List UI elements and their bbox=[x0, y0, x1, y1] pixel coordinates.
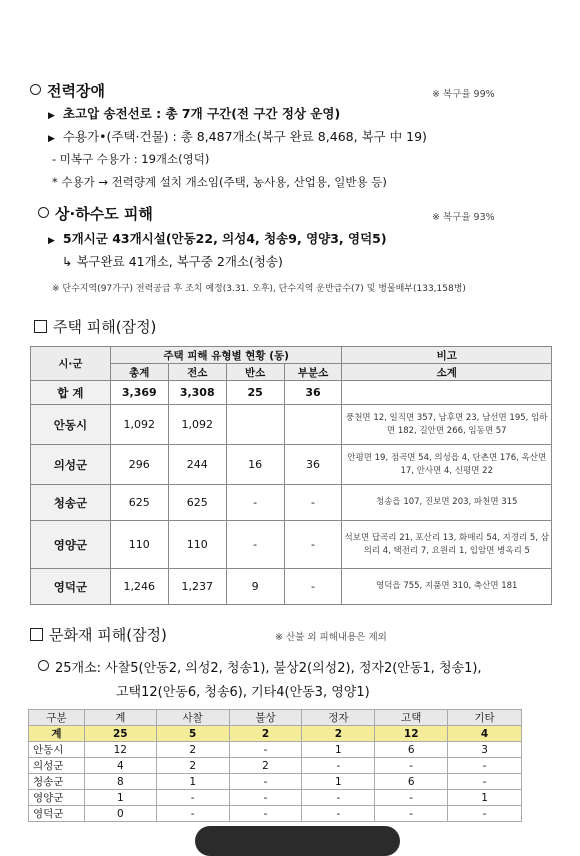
sum-cell: 1 bbox=[84, 790, 156, 806]
remark-cell: 안평면 19, 점곡면 54, 의성읍 4, 단촌면 176, 옥산면 17, 안사면 4, 신평면 22 bbox=[342, 445, 552, 485]
house-cell: - bbox=[375, 790, 448, 806]
house-cell: - bbox=[375, 806, 448, 822]
house-cell: 6 bbox=[375, 774, 448, 790]
pavilion-cell: - bbox=[302, 758, 375, 774]
category-cell: 청송군 bbox=[29, 774, 85, 790]
sum-cell: 12 bbox=[84, 742, 156, 758]
header-subtotal: 소계 bbox=[342, 364, 552, 381]
temple-cell: 2 bbox=[156, 758, 229, 774]
remark-cell: 영덕읍 755, 지품면 310, 축산면 181 bbox=[342, 569, 552, 605]
other-cell: 4 bbox=[448, 726, 522, 742]
region-cell: 영양군 bbox=[31, 521, 111, 569]
house-cell: 12 bbox=[375, 726, 448, 742]
other-cell: 3 bbox=[448, 742, 522, 758]
table-row bbox=[31, 521, 552, 569]
table-row bbox=[31, 569, 552, 605]
statue-cell: 2 bbox=[229, 758, 302, 774]
region-cell: 의성군 bbox=[31, 445, 111, 485]
pavilion-cell: 1 bbox=[302, 742, 375, 758]
total-cell: 3,369 bbox=[110, 381, 168, 405]
water-recovered-line: ↳ 복구완료 41개소, 복구중 2개소(청송) bbox=[62, 254, 283, 269]
table-row bbox=[29, 790, 522, 806]
statue-cell: - bbox=[229, 742, 302, 758]
power-line-transmission bbox=[48, 104, 340, 122]
square-bullet-icon bbox=[34, 320, 47, 333]
region-cell: 합 계 bbox=[31, 381, 111, 405]
sum-cell: 8 bbox=[84, 774, 156, 790]
circle-bullet-icon bbox=[38, 207, 49, 218]
header-category: 구분 bbox=[29, 710, 85, 726]
full-cell: 244 bbox=[168, 445, 226, 485]
partial-cell: - bbox=[284, 521, 342, 569]
partial-cell: - bbox=[284, 485, 342, 521]
table-row bbox=[29, 774, 522, 790]
half-cell: 25 bbox=[226, 381, 284, 405]
statue-cell: - bbox=[229, 806, 302, 822]
water-line1-text: 5개시군 43개시설(안동22, 의성4, 청송9, 영양3, 영덕5) bbox=[62, 231, 387, 246]
total-cell: 625 bbox=[110, 485, 168, 521]
total-cell: 110 bbox=[110, 521, 168, 569]
housing-section-title bbox=[34, 316, 156, 337]
header-remark: 비고 bbox=[342, 347, 552, 364]
header-total: 총계 bbox=[110, 364, 168, 381]
other-cell: - bbox=[448, 806, 522, 822]
pavilion-cell: 2 bbox=[302, 726, 375, 742]
heritage-damage-table bbox=[28, 709, 522, 822]
header-temple: 사찰 bbox=[156, 710, 229, 726]
table-row bbox=[31, 381, 552, 405]
full-cell: 3,308 bbox=[168, 381, 226, 405]
power-line1-text: 초고압 송전선로 : 총 7개 구간(전 구간 정상 운영) bbox=[62, 106, 341, 121]
table-row bbox=[31, 405, 552, 445]
power-line-consumers bbox=[48, 127, 427, 145]
header-region: 시·군 bbox=[31, 347, 111, 381]
half-cell: 9 bbox=[226, 569, 284, 605]
housing-damage-table bbox=[30, 346, 552, 605]
other-cell: 1 bbox=[448, 790, 522, 806]
category-cell: 영덕군 bbox=[29, 806, 85, 822]
header-pavilion: 정자 bbox=[302, 710, 375, 726]
top-blank-area bbox=[0, 0, 580, 66]
table-row bbox=[29, 758, 522, 774]
table-row bbox=[31, 485, 552, 521]
heritage-section-title bbox=[30, 624, 167, 645]
water-title-text: 상·하수도 피해 bbox=[55, 205, 153, 223]
water-recovery-rate: ※ 복구율 93% bbox=[432, 212, 495, 223]
power-line2-text: 수용가•(주택·건물) : 총 8,487개소(복구 완료 8,468, 복구 中 19) bbox=[62, 129, 427, 144]
house-cell: - bbox=[375, 758, 448, 774]
header-half-burn: 반소 bbox=[226, 364, 284, 381]
partial-cell: 36 bbox=[284, 381, 342, 405]
statue-cell: - bbox=[229, 790, 302, 806]
circle-bullet-icon bbox=[30, 84, 41, 95]
total-cell: 296 bbox=[110, 445, 168, 485]
partial-cell bbox=[284, 405, 342, 445]
full-cell: 625 bbox=[168, 485, 226, 521]
full-cell: 1,237 bbox=[168, 569, 226, 605]
power-recovery-rate: ※ 복구율 99% bbox=[432, 89, 495, 100]
table-row bbox=[31, 445, 552, 485]
other-cell: - bbox=[448, 774, 522, 790]
category-cell: 영양군 bbox=[29, 790, 85, 806]
header-full-burn: 전소 bbox=[168, 364, 226, 381]
header-old-house: 고택 bbox=[375, 710, 448, 726]
pavilion-cell: - bbox=[302, 806, 375, 822]
heritage-title-text: 문화재 피해(잠정) bbox=[49, 626, 167, 644]
statue-cell: 2 bbox=[229, 726, 302, 742]
region-cell: 청송군 bbox=[31, 485, 111, 521]
house-cell: 6 bbox=[375, 742, 448, 758]
temple-cell: 5 bbox=[156, 726, 229, 742]
other-cell: - bbox=[448, 758, 522, 774]
region-cell: 안동시 bbox=[31, 405, 111, 445]
temple-cell: - bbox=[156, 790, 229, 806]
pavilion-cell: 1 bbox=[302, 774, 375, 790]
category-cell: 안동시 bbox=[29, 742, 85, 758]
pavilion-cell: - bbox=[302, 790, 375, 806]
power-footnote: * 수용가 → 전력량계 설치 개소임(주택, 농사용, 산업용, 일반용 등) bbox=[52, 175, 387, 189]
power-title-text: 전력장애 bbox=[47, 82, 105, 100]
header-partial-burn: 부분소 bbox=[284, 364, 342, 381]
full-cell: 110 bbox=[168, 521, 226, 569]
triangle-bullet-icon: ▶ bbox=[48, 236, 55, 246]
header-sum: 계 bbox=[84, 710, 156, 726]
remark-cell: 청송읍 107, 진보면 203, 파천면 315 bbox=[342, 485, 552, 521]
water-facilities-line bbox=[48, 229, 387, 247]
heritage-summary1-text: 25개소: 사찰5(안동2, 의성2, 청송1), 불상2(의성2), 정자2(안동1, 청송1), bbox=[55, 661, 482, 676]
square-bullet-icon bbox=[30, 628, 43, 641]
category-cell: 계 bbox=[29, 726, 85, 742]
water-note: ※ 단수지역(97가구) 전력공급 후 조치 예정(3.31. 오후), 단수지역 운반급수(7) 및 병물배부(133,158병) bbox=[52, 284, 466, 294]
partial-cell: 36 bbox=[284, 445, 342, 485]
bottom-floating-bar[interactable] bbox=[195, 826, 400, 856]
sum-cell: 0 bbox=[84, 806, 156, 822]
water-section-title bbox=[38, 203, 153, 224]
partial-cell: - bbox=[284, 569, 342, 605]
power-section-title bbox=[30, 80, 105, 101]
sum-cell: 25 bbox=[84, 726, 156, 742]
full-cell: 1,092 bbox=[168, 405, 226, 445]
half-cell: 16 bbox=[226, 445, 284, 485]
remark-cell: 풍천면 12, 일직면 357, 남후면 23, 남선면 195, 임하면 182, 길안면 266, 임동면 57 bbox=[342, 405, 552, 445]
header-damage-types: 주택 피해 유형별 현황 (동) bbox=[110, 347, 342, 364]
sum-cell: 4 bbox=[84, 758, 156, 774]
half-cell: - bbox=[226, 521, 284, 569]
remark-cell: 석보면 답곡리 21, 포산리 13, 화매리 54, 지경리 5, 삼의리 4, 택전리 7, 요원리 1, 입암면 병옥리 5 bbox=[342, 521, 552, 569]
temple-cell: - bbox=[156, 806, 229, 822]
heritage-summary-line2: 고택12(안동6, 청송6), 기타4(안동3, 영양1) bbox=[116, 685, 370, 700]
triangle-bullet-icon: ▶ bbox=[48, 134, 55, 144]
housing-title-text: 주택 피해(잠정) bbox=[53, 318, 157, 336]
header-buddha-statue: 불상 bbox=[229, 710, 302, 726]
temple-cell: 2 bbox=[156, 742, 229, 758]
triangle-bullet-icon: ▶ bbox=[48, 111, 55, 121]
half-cell: - bbox=[226, 485, 284, 521]
total-cell: 1,092 bbox=[110, 405, 168, 445]
region-cell: 영덕군 bbox=[31, 569, 111, 605]
total-cell: 1,246 bbox=[110, 569, 168, 605]
power-unrecovered: - 미복구 수용가 : 19개소(영덕) bbox=[52, 152, 210, 166]
table-row bbox=[29, 806, 522, 822]
heritage-note: ※ 산불 외 피해내용은 제외 bbox=[275, 632, 387, 643]
circle-bullet-icon bbox=[38, 660, 49, 671]
header-other: 기타 bbox=[448, 710, 522, 726]
table-row bbox=[29, 726, 522, 742]
table-row bbox=[29, 742, 522, 758]
temple-cell: 1 bbox=[156, 774, 229, 790]
half-cell bbox=[226, 405, 284, 445]
category-cell: 의성군 bbox=[29, 758, 85, 774]
remark-cell bbox=[342, 381, 552, 405]
statue-cell: - bbox=[229, 774, 302, 790]
heritage-summary-line1 bbox=[38, 657, 482, 676]
